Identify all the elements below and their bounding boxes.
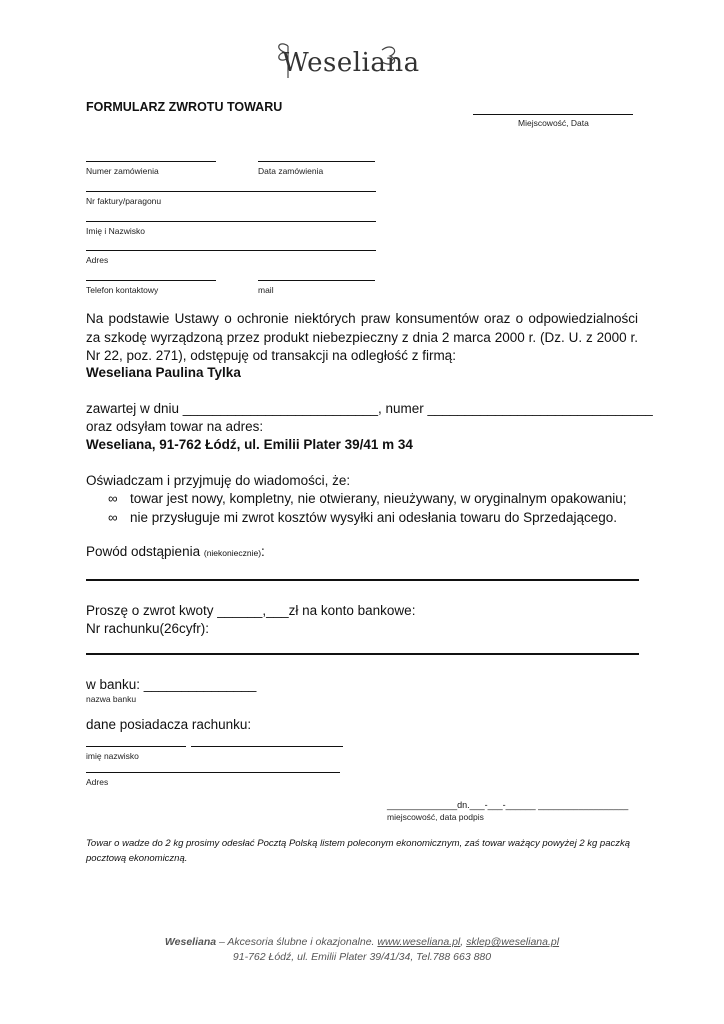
statement-intro: Oświadczam i przyjmuję do wiadomości, że: (86, 473, 351, 488)
shipping-note: Towar o wadze do 2 kg prosimy odesłać Pocztą Polską listem poleconym ekonomicznym, zaś towar ważący powyżej 2 kg paczką pocztową ekonomiczną. (86, 838, 631, 864)
list-item: ∞ nie przysługuje mi zwrot kosztów wysyłki ani odesłania towaru do Sprzedającego. (108, 509, 648, 528)
reason-label: Powód odstąpienia (niekoniecznie): (86, 544, 265, 559)
footer-address: 91-762 Łódź, ul. Emilii Plater 39/41/34, Tel.788 663 880 (232, 951, 492, 963)
email-link[interactable]: sklep@weseliana.pl (466, 936, 560, 948)
invoice-label: Nr faktury/paragonu (86, 196, 162, 206)
refund-amount-text: Proszę o zwrot kwoty ______,___zł na konto bankowe: (86, 603, 416, 618)
statement-list (108, 490, 648, 527)
declaration-text: Na podstawie Ustawy o ochronie niektórych praw konsumentów oraz o odpowiedzialności za szkodę wyrządzoną przez produkt niebezpieczny z dnia 2 marca 2000 r. (Dz. U. z 2000 r. Nr 22, poz. 271), odstępuję od transakcji na odległość z firmą: (86, 311, 638, 363)
order-number-label: Numer zamówienia (86, 166, 159, 176)
company-name: Weseliana Paulina Tylka (86, 365, 241, 380)
list-item: ∞ towar jest nowy, kompletny, nie otwierany, nieużywany, w oryginalnym opakowaniu; (108, 490, 648, 509)
footer-contact: Weseliana – Akcesoria ślubne i okazjonalne. www.weseliana.pl, sklep@weseliana.pl (164, 936, 560, 948)
place-date-label: Miejscowość, Data (518, 118, 589, 128)
holder-name-label: imię nazwisko (86, 751, 139, 761)
name-label: Imię i Nazwisko (86, 226, 146, 236)
website-link[interactable]: www.weseliana.pl (377, 936, 461, 948)
holder-address-line[interactable] (86, 772, 340, 773)
order-number-line[interactable] (86, 161, 216, 162)
infinity-icon: ∞ (108, 509, 118, 525)
infinity-icon: ∞ (108, 491, 118, 506)
bank-label: w banku: _______________ (86, 677, 257, 692)
signature-line[interactable]: ______________dn.___-___-______ __________________ (387, 800, 629, 810)
order-date-label: Data zamówienia (258, 166, 324, 176)
order-date-line[interactable] (258, 161, 375, 162)
form-title: FORMULARZ ZWROTU TOWARU (86, 100, 283, 114)
holder-address-label: Adres (86, 777, 109, 787)
email-label: mail (258, 285, 274, 295)
account-number-line[interactable] (86, 653, 639, 655)
signature-label: miejscowość, data podpis (387, 812, 484, 822)
name-line[interactable] (86, 221, 376, 222)
address-label: Adres (86, 255, 109, 265)
return-address: Weseliana, 91-762 Łódź, ul. Emilii Plater 39/41 m 34 (86, 437, 413, 452)
phone-line[interactable] (86, 280, 216, 281)
brand-logo (270, 38, 460, 86)
first-name-line[interactable] (86, 746, 186, 747)
invoice-line[interactable] (86, 191, 376, 192)
holder-title: dane posiadacza rachunku: (86, 717, 252, 732)
last-name-line[interactable] (191, 746, 343, 747)
phone-label: Telefon kontaktowy (86, 285, 159, 295)
email-line[interactable] (258, 280, 375, 281)
send-text: oraz odsyłam towar na adres: (86, 419, 264, 434)
contract-line: zawartej w dniu __________________________, numer ______________________________ (86, 401, 653, 416)
footer-brand: Weseliana (164, 936, 217, 948)
account-number-label: Nr rachunku(26cyfr): (86, 621, 210, 636)
logo-text: Weseliana (282, 48, 420, 78)
reason-line[interactable] (86, 579, 639, 581)
address-line[interactable] (86, 250, 376, 251)
bank-name-label: nazwa banku (86, 694, 137, 704)
reason-note: (niekoniecznie) (203, 548, 262, 558)
place-date-line[interactable] (473, 114, 633, 115)
